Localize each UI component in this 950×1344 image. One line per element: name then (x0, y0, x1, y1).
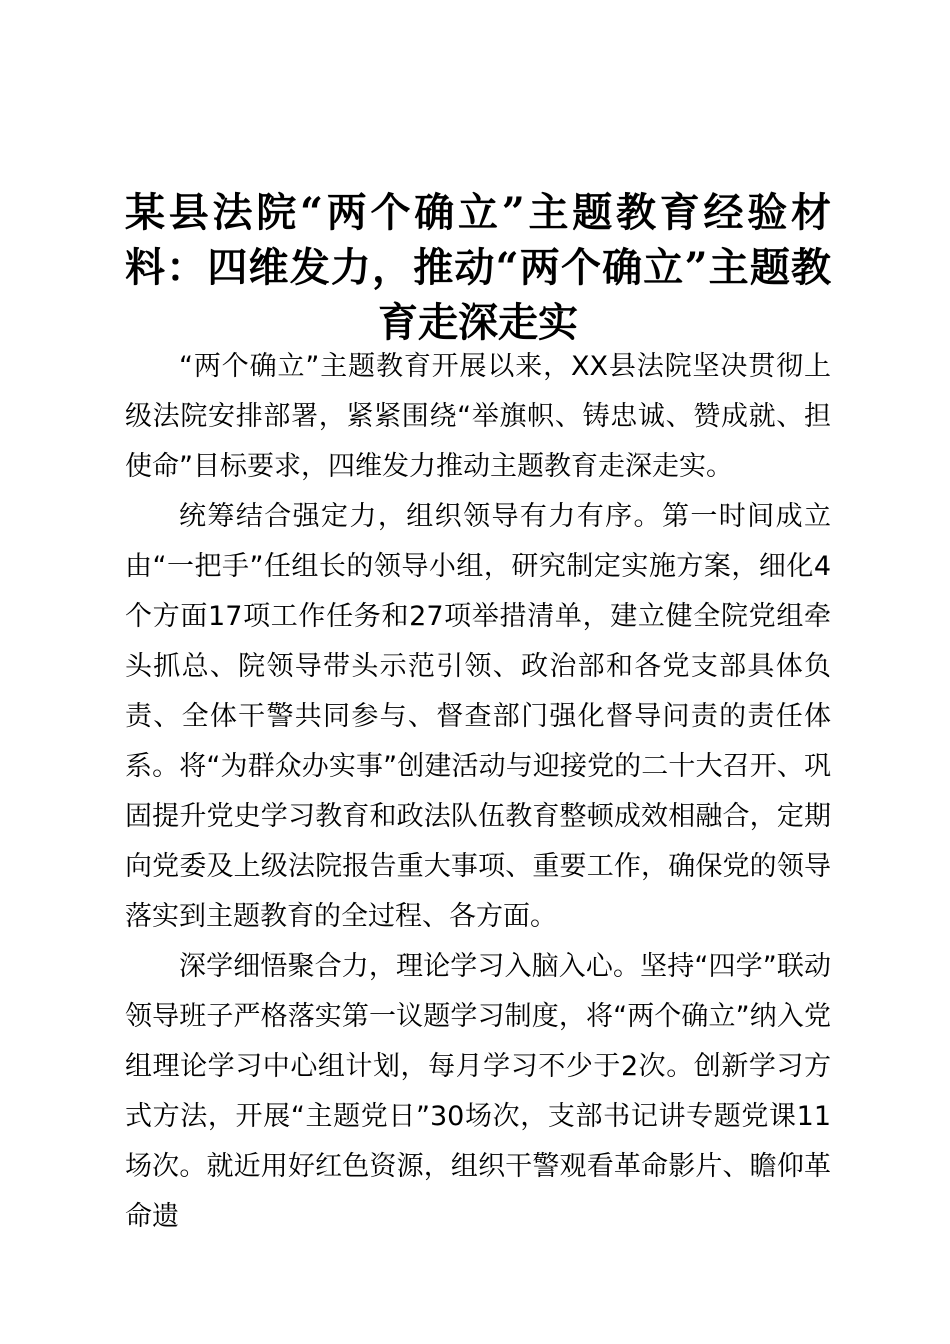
paragraph-study: 深学细悟聚合力，理论学习入脑入心。坚持“四学”联动领导班子严格落实第一议题学习制度，将“两个确立”纳入党组理论学习中心组计划，每月学习不少于2次。创新学习方式方法，开展“主题党日”30场次，支部书记讲专题党课11场次。就近用好红色资源，组织干警观看革命影片、瞻仰革命遗 (125, 951, 831, 1232)
paragraph-organization: 统筹结合强定力，组织领导有力有序。第一时间成立由“一把手”任组长的领导小组，研究制定实施方案，细化4个方面17项工作任务和27项举措清单，建立健全院党组牵头抓总、院领导带头示范引领、政治部和各党支部具体负责、全体干警共同参与、督查部门强化督导问责的责任体系。将“为群众办实事”创建活动与迎接党的二十大召开、巩固提升党史学习教育和政法队伍教育整顿成效相融合，定期向党委及上级法院报告重大事项、重要工作，确保党的领导落实到主题教育的全过程、各方面。 (125, 501, 831, 932)
document-body (125, 185, 831, 1242)
document-title: 某县法院“两个确立”主题教育经验材料：四维发力，推动“两个确立”主题教育走深走实 (125, 189, 831, 346)
paragraph-intro: “两个确立”主题教育开展以来，XX县法院坚决贯彻上级法院安排部署，紧紧围绕“举旗帜、铸忠诚、赞成就、担使命”目标要求，四维发力推动主题教育走深走实。 (125, 351, 831, 482)
